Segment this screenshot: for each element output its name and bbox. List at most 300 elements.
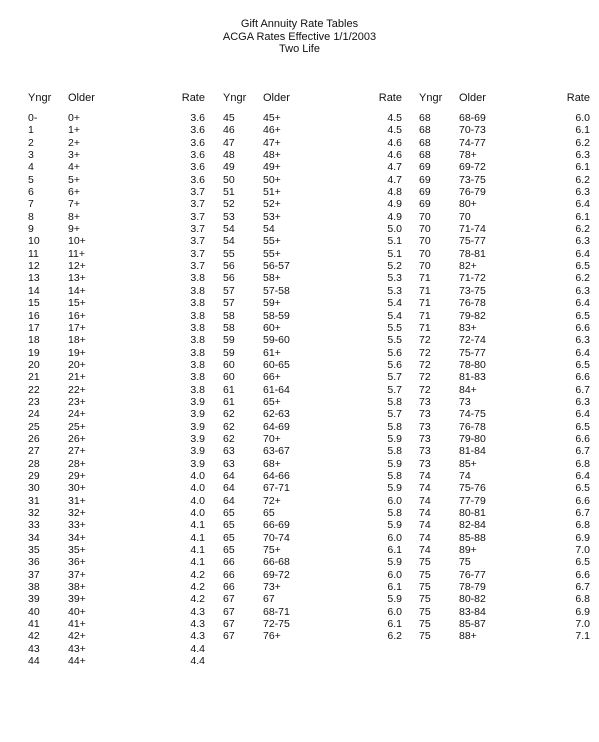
rate-cell: 4.0 <box>190 469 205 482</box>
rate-cell: 3.7 <box>190 210 205 223</box>
younger-age-cell: 38 <box>28 581 40 594</box>
older-age-cell: 47+ <box>263 136 281 149</box>
rate-cell: 3.8 <box>190 334 205 347</box>
older-age-cell: 61-64 <box>263 383 290 396</box>
older-age-cell: 75-76 <box>459 482 486 495</box>
younger-age-cell: 43 <box>28 642 40 655</box>
older-age-cell: 64-69 <box>263 420 290 433</box>
younger-age-cell: 70 <box>419 210 431 223</box>
older-age-cell: 73+ <box>263 581 281 594</box>
older-age-cell: 79-82 <box>459 309 486 322</box>
younger-age-cell: 63 <box>223 445 235 458</box>
older-age-cell: 81-83 <box>459 371 486 384</box>
younger-age-cell: 24 <box>28 408 40 421</box>
older-age-cell: 17+ <box>68 321 86 334</box>
younger-age-cell: 44 <box>28 655 40 668</box>
younger-age-cell: 57 <box>223 297 235 310</box>
older-age-cell: 29+ <box>68 469 86 482</box>
younger-age-cell: 72 <box>419 383 431 396</box>
column-header-yngr: Yngr <box>28 92 52 104</box>
rate-cell: 4.6 <box>387 149 402 162</box>
rate-cell: 6.5 <box>575 358 590 371</box>
younger-age-cell: 75 <box>419 605 431 618</box>
older-age-cell: 74 <box>459 469 471 482</box>
younger-age-cell: 75 <box>419 630 431 643</box>
younger-age-cell: 68 <box>419 112 431 124</box>
younger-age-cell: 72 <box>419 371 431 384</box>
older-age-cell: 48+ <box>263 149 281 162</box>
younger-age-cell: 7 <box>28 198 34 211</box>
older-age-cell: 72-75 <box>263 618 290 631</box>
rate-cell: 4.0 <box>190 482 205 495</box>
older-age-cell: 23+ <box>68 395 86 408</box>
younger-age-cell: 58 <box>223 321 235 334</box>
younger-age-cell: 12 <box>28 260 40 273</box>
younger-age-cell: 69 <box>419 173 431 186</box>
rate-cell: 3.6 <box>190 173 205 186</box>
rate-cell: 5.1 <box>387 235 402 248</box>
rate-cell: 3.7 <box>190 198 205 211</box>
rate-cell: 6.9 <box>575 531 590 544</box>
older-age-cell: 71-72 <box>459 272 486 285</box>
younger-age-cell: 70 <box>419 223 431 236</box>
younger-age-cell: 27 <box>28 445 40 458</box>
rate-cell: 6.6 <box>575 371 590 384</box>
rate-cell: 6.3 <box>575 395 590 408</box>
rate-cell: 6.2 <box>387 630 402 643</box>
older-age-cell: 8+ <box>68 210 80 223</box>
older-age-cell: 22+ <box>68 383 86 396</box>
rate-cell: 6.3 <box>575 149 590 162</box>
older-age-cell: 78+ <box>459 149 477 162</box>
rate-cell: 6.6 <box>575 321 590 334</box>
younger-age-cell: 50 <box>223 173 235 186</box>
younger-age-cell: 72 <box>419 334 431 347</box>
younger-age-cell: 74 <box>419 544 431 557</box>
rate-cell: 4.0 <box>190 507 205 519</box>
older-age-cell: 39+ <box>68 593 86 606</box>
younger-age-cell: 60 <box>223 371 235 384</box>
older-age-cell: 24+ <box>68 408 86 421</box>
rate-cell: 5.8 <box>387 445 402 458</box>
younger-age-cell: 72 <box>419 346 431 359</box>
younger-age-cell: 66 <box>223 581 235 594</box>
older-age-cell: 6+ <box>68 186 80 199</box>
rate-cell: 6.6 <box>575 494 590 507</box>
older-age-cell: 11+ <box>68 247 86 260</box>
younger-age-cell: 67 <box>223 605 235 618</box>
older-age-cell: 19+ <box>68 346 86 359</box>
rate-cell: 6.8 <box>575 593 590 606</box>
rate-cell: 5.7 <box>387 383 402 396</box>
rate-cell: 3.9 <box>190 420 205 433</box>
older-age-cell: 32+ <box>68 507 86 519</box>
younger-age-cell: 9 <box>28 223 34 236</box>
younger-age-cell: 75 <box>419 593 431 606</box>
rate-cell: 5.0 <box>387 223 402 236</box>
younger-age-cell: 19 <box>28 346 40 359</box>
older-age-cell: 25+ <box>68 420 86 433</box>
rate-cell: 4.0 <box>190 494 205 507</box>
younger-age-cell: 26 <box>28 432 40 445</box>
younger-age-cell: 65 <box>223 531 235 544</box>
older-age-cell: 12+ <box>68 260 86 273</box>
younger-age-cell: 68 <box>419 149 431 162</box>
younger-age-cell: 31 <box>28 494 40 507</box>
younger-age-cell: 72 <box>419 358 431 371</box>
older-age-cell: 76-77 <box>459 568 486 581</box>
older-age-cell: 1+ <box>68 124 80 137</box>
older-age-cell: 58+ <box>263 272 281 285</box>
younger-age-cell: 65 <box>223 519 235 532</box>
younger-age-cell: 71 <box>419 272 431 285</box>
younger-age-cell: 6 <box>28 186 34 199</box>
document-header <box>0 18 599 56</box>
rate-cell: 3.7 <box>190 260 205 273</box>
younger-age-cell: 75 <box>419 618 431 631</box>
older-age-cell: 76-79 <box>459 186 486 199</box>
older-age-cell: 46+ <box>263 124 281 137</box>
younger-age-cell: 67 <box>223 618 235 631</box>
younger-age-cell: 66 <box>223 556 235 569</box>
rate-cell: 5.6 <box>387 346 402 359</box>
older-age-cell: 60+ <box>263 321 281 334</box>
column-header-rate: Rate <box>378 92 402 104</box>
younger-age-cell: 18 <box>28 334 40 347</box>
older-age-cell: 66+ <box>263 371 281 384</box>
rate-cell: 3.8 <box>190 309 205 322</box>
older-age-cell: 73-75 <box>459 173 486 186</box>
older-age-cell: 88+ <box>459 630 477 643</box>
younger-age-cell: 65 <box>223 544 235 557</box>
rate-cell: 6.5 <box>575 420 590 433</box>
rate-cell: 3.6 <box>190 161 205 174</box>
rate-cell: 7.0 <box>575 618 590 631</box>
younger-age-cell: 8 <box>28 210 34 223</box>
younger-age-cell: 63 <box>223 457 235 470</box>
rate-cell: 3.7 <box>190 235 205 248</box>
younger-age-cell: 23 <box>28 395 40 408</box>
rate-cell: 3.9 <box>190 445 205 458</box>
younger-age-cell: 13 <box>28 272 40 285</box>
rate-cell: 5.9 <box>387 519 402 532</box>
older-age-cell: 69-72 <box>459 161 486 174</box>
rate-cell: 6.1 <box>575 124 590 137</box>
older-age-cell: 70-73 <box>459 124 486 137</box>
younger-age-cell: 55 <box>223 247 235 260</box>
rate-cell: 6.8 <box>575 457 590 470</box>
older-age-cell: 4+ <box>68 161 80 174</box>
older-age-cell: 85-88 <box>459 531 486 544</box>
rate-cell: 6.0 <box>387 568 402 581</box>
rate-cell: 6.6 <box>575 432 590 445</box>
older-age-cell: 42+ <box>68 630 86 643</box>
rate-cell: 5.9 <box>387 593 402 606</box>
rate-cell: 6.1 <box>387 581 402 594</box>
younger-age-cell: 69 <box>419 161 431 174</box>
older-age-cell: 59-60 <box>263 334 290 347</box>
older-age-cell: 5+ <box>68 173 80 186</box>
rate-cell: 5.3 <box>387 272 402 285</box>
rate-cell: 3.8 <box>190 272 205 285</box>
rate-cell: 3.6 <box>190 112 205 124</box>
older-age-cell: 53+ <box>263 210 281 223</box>
rate-cell: 6.4 <box>575 346 590 359</box>
rate-cell: 5.6 <box>387 358 402 371</box>
younger-age-cell: 75 <box>419 581 431 594</box>
younger-age-cell: 57 <box>223 284 235 297</box>
rate-cell: 5.5 <box>387 334 402 347</box>
rate-cell: 6.4 <box>575 469 590 482</box>
younger-age-cell: 1 <box>28 124 34 137</box>
older-age-cell: 67-71 <box>263 482 290 495</box>
older-age-cell: 45+ <box>263 112 281 124</box>
younger-age-cell: 32 <box>28 507 40 519</box>
younger-age-cell: 25 <box>28 420 40 433</box>
document-title: Gift Annuity Rate Tables <box>240 18 359 30</box>
rate-cell: 4.7 <box>387 161 402 174</box>
younger-age-cell: 30 <box>28 482 40 495</box>
younger-age-cell: 73 <box>419 408 431 421</box>
rate-cell: 3.8 <box>190 284 205 297</box>
younger-age-cell: 4 <box>28 161 34 174</box>
older-age-cell: 64-66 <box>263 469 290 482</box>
rate-cell: 6.5 <box>575 556 590 569</box>
rate-cell: 4.3 <box>190 630 205 643</box>
rate-cell: 5.7 <box>387 371 402 384</box>
rate-cell: 3.8 <box>190 358 205 371</box>
younger-age-cell: 65 <box>223 507 235 519</box>
rate-cell: 4.4 <box>190 642 205 655</box>
older-age-cell: 74-75 <box>459 408 486 421</box>
younger-age-cell: 70 <box>419 247 431 260</box>
rate-cell: 4.3 <box>190 618 205 631</box>
younger-age-cell: 67 <box>223 593 235 606</box>
rate-cell: 5.9 <box>387 482 402 495</box>
older-age-cell: 3+ <box>68 149 80 162</box>
younger-age-cell: 20 <box>28 358 40 371</box>
older-age-cell: 20+ <box>68 358 86 371</box>
older-age-cell: 15+ <box>68 297 86 310</box>
younger-age-cell: 73 <box>419 395 431 408</box>
younger-age-cell: 34 <box>28 531 40 544</box>
older-age-cell: 80+ <box>459 198 477 211</box>
older-age-cell: 78-80 <box>459 358 486 371</box>
older-age-cell: 28+ <box>68 457 86 470</box>
younger-age-cell: 73 <box>419 420 431 433</box>
older-age-cell: 35+ <box>68 544 86 557</box>
column-header-rate: Rate <box>181 92 205 104</box>
older-age-cell: 18+ <box>68 334 86 347</box>
younger-age-cell: 66 <box>223 568 235 581</box>
older-age-cell: 82-84 <box>459 519 486 532</box>
younger-age-cell: 64 <box>223 494 235 507</box>
rate-cell: 6.5 <box>575 260 590 273</box>
younger-age-cell: 33 <box>28 519 40 532</box>
older-age-cell: 16+ <box>68 309 86 322</box>
younger-age-cell: 39 <box>28 593 40 606</box>
rate-cell: 5.8 <box>387 395 402 408</box>
rate-cell: 3.6 <box>190 124 205 137</box>
older-age-cell: 72+ <box>263 494 281 507</box>
older-age-cell: 33+ <box>68 519 86 532</box>
younger-age-cell: 62 <box>223 432 235 445</box>
younger-age-cell: 74 <box>419 482 431 495</box>
younger-age-cell: 22 <box>28 383 40 396</box>
younger-age-cell: 36 <box>28 556 40 569</box>
older-age-cell: 70 <box>459 210 471 223</box>
older-age-cell: 38+ <box>68 581 86 594</box>
older-age-cell: 2+ <box>68 136 80 149</box>
rate-cell: 6.0 <box>387 605 402 618</box>
rate-cell: 6.8 <box>575 519 590 532</box>
younger-age-cell: 67 <box>223 630 235 643</box>
younger-age-cell: 74 <box>419 494 431 507</box>
older-age-cell: 61+ <box>263 346 281 359</box>
younger-age-cell: 69 <box>419 198 431 211</box>
younger-age-cell: 62 <box>223 408 235 421</box>
older-age-cell: 21+ <box>68 371 86 384</box>
older-age-cell: 56-57 <box>263 260 290 273</box>
rate-cell: 5.8 <box>387 420 402 433</box>
rate-cell: 5.4 <box>387 309 402 322</box>
younger-age-cell: 45 <box>223 112 235 124</box>
rate-cell: 6.3 <box>575 235 590 248</box>
rate-cell: 6.5 <box>575 482 590 495</box>
older-age-cell: 60-65 <box>263 358 290 371</box>
rate-cell: 6.1 <box>387 544 402 557</box>
rate-cell: 4.2 <box>190 581 205 594</box>
younger-age-cell: 71 <box>419 297 431 310</box>
older-age-cell: 66-68 <box>263 556 290 569</box>
older-age-cell: 26+ <box>68 432 86 445</box>
rate-cell: 6.0 <box>575 112 590 124</box>
rate-cell: 4.1 <box>190 556 205 569</box>
rate-cell: 3.9 <box>190 457 205 470</box>
older-age-cell: 59+ <box>263 297 281 310</box>
rate-cell: 6.2 <box>575 272 590 285</box>
younger-age-cell: 62 <box>223 420 235 433</box>
younger-age-cell: 75 <box>419 556 431 569</box>
older-age-cell: 79-80 <box>459 432 486 445</box>
rate-cell: 3.8 <box>190 383 205 396</box>
rate-cell: 4.1 <box>190 544 205 557</box>
younger-age-cell: 3 <box>28 149 34 162</box>
younger-age-cell: 46 <box>223 124 235 137</box>
older-age-cell: 10+ <box>68 235 86 248</box>
rate-cell: 6.2 <box>575 173 590 186</box>
younger-age-cell: 61 <box>223 383 235 396</box>
rate-cell: 4.9 <box>387 198 402 211</box>
older-age-cell: 76-78 <box>459 297 486 310</box>
older-age-cell: 68-69 <box>459 112 486 124</box>
rate-cell: 3.6 <box>190 149 205 162</box>
older-age-cell: 85+ <box>459 457 477 470</box>
rate-cell: 3.8 <box>190 371 205 384</box>
column-header-yngr: Yngr <box>419 92 443 104</box>
younger-age-cell: 68 <box>419 136 431 149</box>
rate-cell: 4.2 <box>190 593 205 606</box>
younger-age-cell: 47 <box>223 136 235 149</box>
rate-cell: 4.2 <box>190 568 205 581</box>
rate-cell: 4.5 <box>387 112 402 124</box>
rate-cell: 4.8 <box>387 186 402 199</box>
rate-cell: 6.4 <box>575 247 590 260</box>
older-age-cell: 52+ <box>263 198 281 211</box>
younger-age-cell: 69 <box>419 186 431 199</box>
older-age-cell: 30+ <box>68 482 86 495</box>
older-age-cell: 69-72 <box>263 568 290 581</box>
older-age-cell: 63-67 <box>263 445 290 458</box>
older-age-cell: 34+ <box>68 531 86 544</box>
older-age-cell: 14+ <box>68 284 86 297</box>
older-age-cell: 57-58 <box>263 284 290 297</box>
rate-cell: 6.7 <box>575 581 590 594</box>
rate-cell: 4.9 <box>387 210 402 223</box>
older-age-cell: 44+ <box>68 655 86 668</box>
rate-cell: 4.1 <box>190 519 205 532</box>
rate-cell: 7.0 <box>575 544 590 557</box>
older-age-cell: 75-77 <box>459 235 486 248</box>
younger-age-cell: 75 <box>419 568 431 581</box>
younger-age-cell: 59 <box>223 346 235 359</box>
younger-age-cell: 70 <box>419 260 431 273</box>
older-age-cell: 72-74 <box>459 334 486 347</box>
older-age-cell: 65 <box>263 507 275 519</box>
older-age-cell: 49+ <box>263 161 281 174</box>
column-header-older: Older <box>68 92 95 104</box>
rate-cell: 3.8 <box>190 321 205 334</box>
younger-age-cell: 48 <box>223 149 235 162</box>
rate-cell: 6.1 <box>575 210 590 223</box>
older-age-cell: 9+ <box>68 223 80 236</box>
older-age-cell: 73-75 <box>459 284 486 297</box>
younger-age-cell: 54 <box>223 235 235 248</box>
rate-cell: 6.7 <box>575 445 590 458</box>
older-age-cell: 55+ <box>263 247 281 260</box>
rate-cell: 6.3 <box>575 284 590 297</box>
older-age-cell: 41+ <box>68 618 86 631</box>
column-header-yngr: Yngr <box>223 92 247 104</box>
older-age-cell: 27+ <box>68 445 86 458</box>
younger-age-cell: 74 <box>419 507 431 519</box>
older-age-cell: 50+ <box>263 173 281 186</box>
older-age-cell: 83-84 <box>459 605 486 618</box>
rate-cell: 5.9 <box>387 432 402 445</box>
younger-age-cell: 42 <box>28 630 40 643</box>
older-age-cell: 76+ <box>263 630 281 643</box>
rate-cell: 3.9 <box>190 432 205 445</box>
rate-cell: 3.7 <box>190 223 205 236</box>
older-age-cell: 80-81 <box>459 507 486 519</box>
younger-age-cell: 56 <box>223 260 235 273</box>
younger-age-cell: 14 <box>28 284 40 297</box>
younger-age-cell: 10 <box>28 235 40 248</box>
younger-age-cell: 54 <box>223 223 235 236</box>
older-age-cell: 74-77 <box>459 136 486 149</box>
older-age-cell: 85-87 <box>459 618 486 631</box>
younger-age-cell: 51 <box>223 186 235 199</box>
younger-age-cell: 74 <box>419 469 431 482</box>
rate-cell: 6.0 <box>387 531 402 544</box>
rate-cell: 5.8 <box>387 507 402 519</box>
rate-cell: 3.9 <box>190 408 205 421</box>
younger-age-cell: 17 <box>28 321 40 334</box>
rate-cell: 5.9 <box>387 556 402 569</box>
older-age-cell: 75 <box>459 556 471 569</box>
rate-cell: 7.1 <box>575 630 590 643</box>
older-age-cell: 31+ <box>68 494 86 507</box>
